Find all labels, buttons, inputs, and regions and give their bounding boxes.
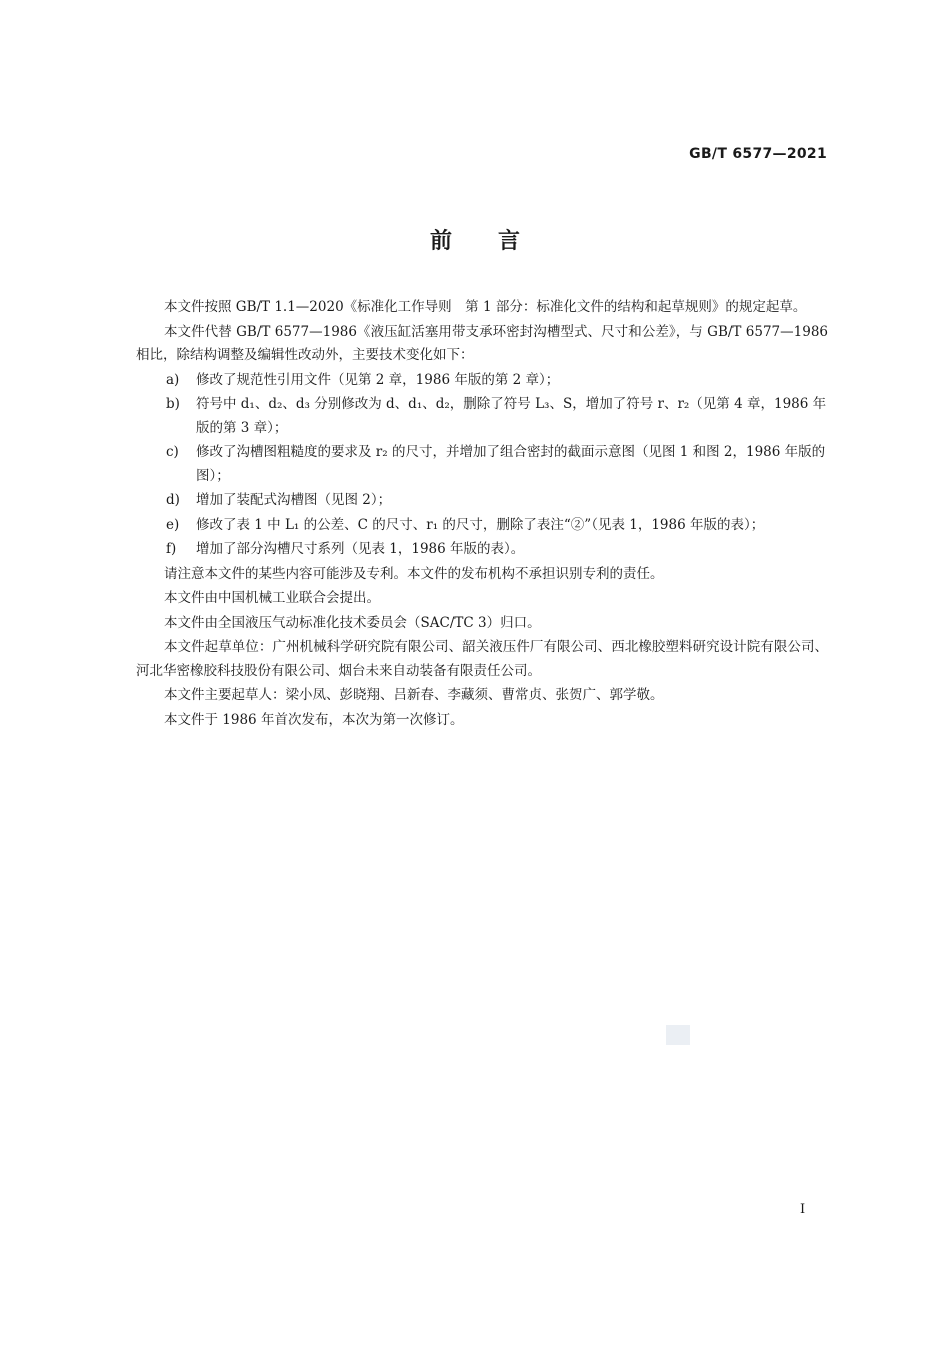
list-text: 修改了表 1 中 L₁ 的公差、C 的尺寸、r₁ 的尺寸，删除了表注“②”（见表 1，1986 年版的表）； <box>196 516 765 533</box>
paragraph-history: 本文件于 1986 年首次发布，本次为第一次修订。 <box>164 711 464 728</box>
list-item <box>136 369 828 393</box>
paragraph-proposer: 本文件由中国机械工业联合会提出。 <box>164 590 380 606</box>
foreword-body <box>136 296 828 733</box>
list-item <box>136 441 828 488</box>
list-marker: c) <box>166 444 179 460</box>
list-item <box>136 538 828 562</box>
list-marker: b) <box>166 396 180 412</box>
list-marker: e) <box>166 516 180 533</box>
list-item <box>136 489 828 513</box>
list-marker: d) <box>166 492 180 508</box>
list-text: 修改了沟槽图粗糙度的要求及 r₂ 的尺寸，并增加了组合密封的截面示意图（见图 1 和图 2，1986 年版的图）； <box>196 444 826 484</box>
list-item <box>136 393 828 440</box>
standard-code: GB/T 6577—2021 <box>689 146 827 162</box>
list-marker: a) <box>166 371 180 388</box>
list-marker: f) <box>166 541 177 557</box>
list-text: 修改了规范性引用文件（见第 2 章，1986 年版的第 2 章）； <box>196 371 560 388</box>
list-text: 符号中 d₁、d₂、d₃ 分别修改为 d、d₁、d₂，删除了符号 L₃、S，增加了符号 r、r₂（见第 4 章，1986 年版的第 3 章）； <box>196 396 827 436</box>
paragraph-replacement: 本文件代替 GB/T 6577—1986《液压缸活塞用带支承环密封沟槽型式、尺寸和公差》，与 GB/T 6577—1986 相比，除结构调整及编辑性改动外，主要技术变化如下： <box>136 323 828 363</box>
paragraph-drafting-units: 本文件起草单位：广州机械科学研究院有限公司、韶关液压件厂有限公司、西北橡胶塑料研究设计院有限公司、河北华密橡胶科技股份有限公司、烟台未来自动装备有限责任公司。 <box>136 639 828 679</box>
paragraph-drafting-rule: 本文件按照 GB/T 1.1—2020《标准化工作导则 第 1 部分：标准化文件的结构和起草规则》的规定起草。 <box>164 299 807 315</box>
list-text: 增加了装配式沟槽图（见图 2）； <box>196 492 392 508</box>
change-list <box>136 369 828 562</box>
list-text: 增加了部分沟槽尺寸系列（见表 1，1986 年版的表）。 <box>196 541 525 557</box>
page-number: I <box>800 1202 806 1217</box>
paragraph-committee: 本文件由全国液压气动标准化技术委员会（SAC/TC 3）归口。 <box>164 614 541 631</box>
watermark-stamp <box>666 1025 690 1045</box>
paragraph-patent-notice: 请注意本文件的某些内容可能涉及专利。本文件的发布机构不承担识别专利的责任。 <box>164 565 664 582</box>
paragraph-drafters: 本文件主要起草人：梁小凤、彭晓翔、吕新春、李藏须、曹常贞、张贺广、郭学敬。 <box>164 687 664 703</box>
page-title: 前言 <box>429 228 566 254</box>
list-item <box>136 514 828 538</box>
